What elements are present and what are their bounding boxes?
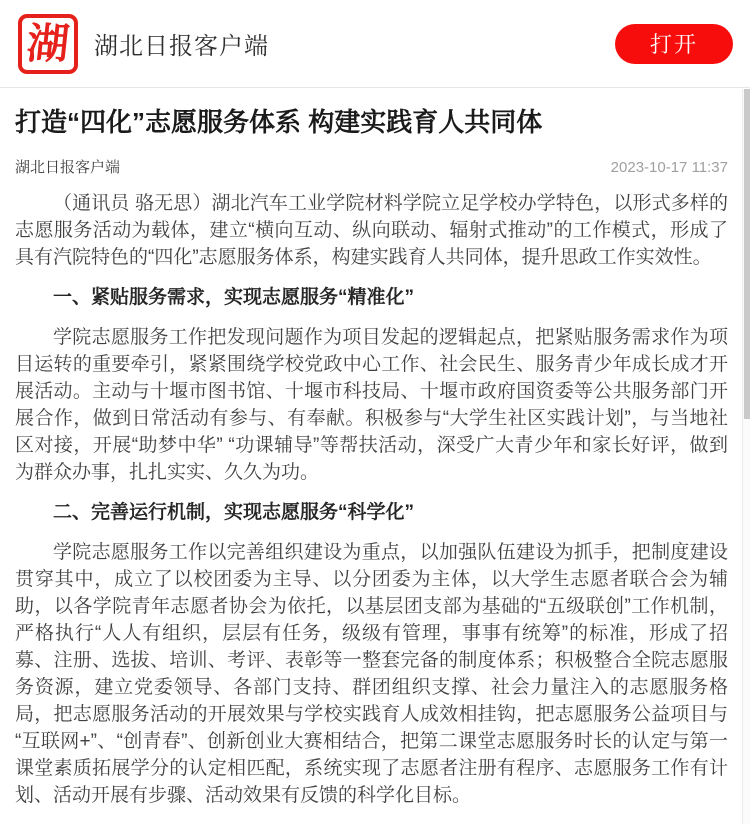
section-heading-2: 二、完善运行机制，实现志愿服务“科学化” — [53, 502, 415, 523]
open-app-button[interactable]: 打开 — [615, 24, 733, 64]
article-date: 2023-10-17 11:37 — [610, 159, 728, 176]
section-heading-1: 一、紧贴服务需求，实现志愿服务“精准化” — [53, 287, 415, 308]
hubei-daily-logo[interactable] — [18, 14, 78, 74]
scrollbar-thumb[interactable] — [744, 89, 750, 419]
article-source: 湖北日报客户端 — [15, 159, 121, 176]
article-title: 打造“四化”志愿服务体系 构建实践育人共同体 — [15, 107, 543, 137]
scrollbar[interactable] — [742, 89, 750, 824]
logo-seal-character: 湖 — [24, 18, 72, 68]
article-body — [15, 190, 728, 809]
article-meta — [15, 156, 728, 177]
article-content — [0, 103, 750, 809]
app-name: 湖北日报客户端 — [94, 33, 269, 60]
app-download-banner — [0, 0, 750, 88]
article-paragraph: （通讯员 骆无思）湖北汽车工业学院材料学院立足学校办学特色，以形式多样的志愿服务活动为载体，建立“横向互动、纵向联动、辐射式推动”的工作模式，形成了具有汽院特色的“四化”志愿服务体系，构建实践育人共同体，提升思政工作实效性。 — [15, 193, 728, 268]
article-paragraph: 学院志愿服务工作把发现问题作为项目发起的逻辑起点，把紧贴服务需求作为项目运转的重要牵引，紧紧围绕学校党政中心工作、社会民生、服务青少年成长成才开展活动。主动与十堰市图书馆、十堰市科技局、十堰市政府国资委等公共服务部门开展合作，做到日常活动有参与、有奉献。积极参与“大学生社区实践计划”，与当地社区对接，开展“助梦中华” “功课辅导”等帮扶活动，深受广大青少年和家长好评，做到为群众办事，扎扎实实、久久为功。 — [15, 327, 728, 483]
article-paragraph: 学院志愿服务工作以完善组织建设为重点，以加强队伍建设为抓手，把制度建设贯穿其中，成立了以校团委为主导、以分团委为主体，以大学生志愿者联合会为辅助，以各学院青年志愿者协会为依托，以基层团支部为基础的“五级联创”工作机制，严格执行“人人有组织，层层有任务，级级有管理，事事有统筹”的标准，形成了招募、注册、选拔、培训、考评、表彰等一整套完备的制度体系；积极整合全院志愿服务资源，建立党委领导、各部门支持、群团组织支撑、社会力量注入的志愿服务格局，把志愿服务活动的开展效果与学校实践育人成效相挂钩，把志愿服务公益项目与“互联网+”、“创青春”、创新创业大赛相结合，把第二课堂志愿服务时长的认定与第一课堂素质拓展学分的认定相匹配，系统实现了志愿者注册有程序、志愿服务工作有计划、活动开展有步骤、活动效果有反馈的科学化目标。 — [15, 542, 728, 806]
